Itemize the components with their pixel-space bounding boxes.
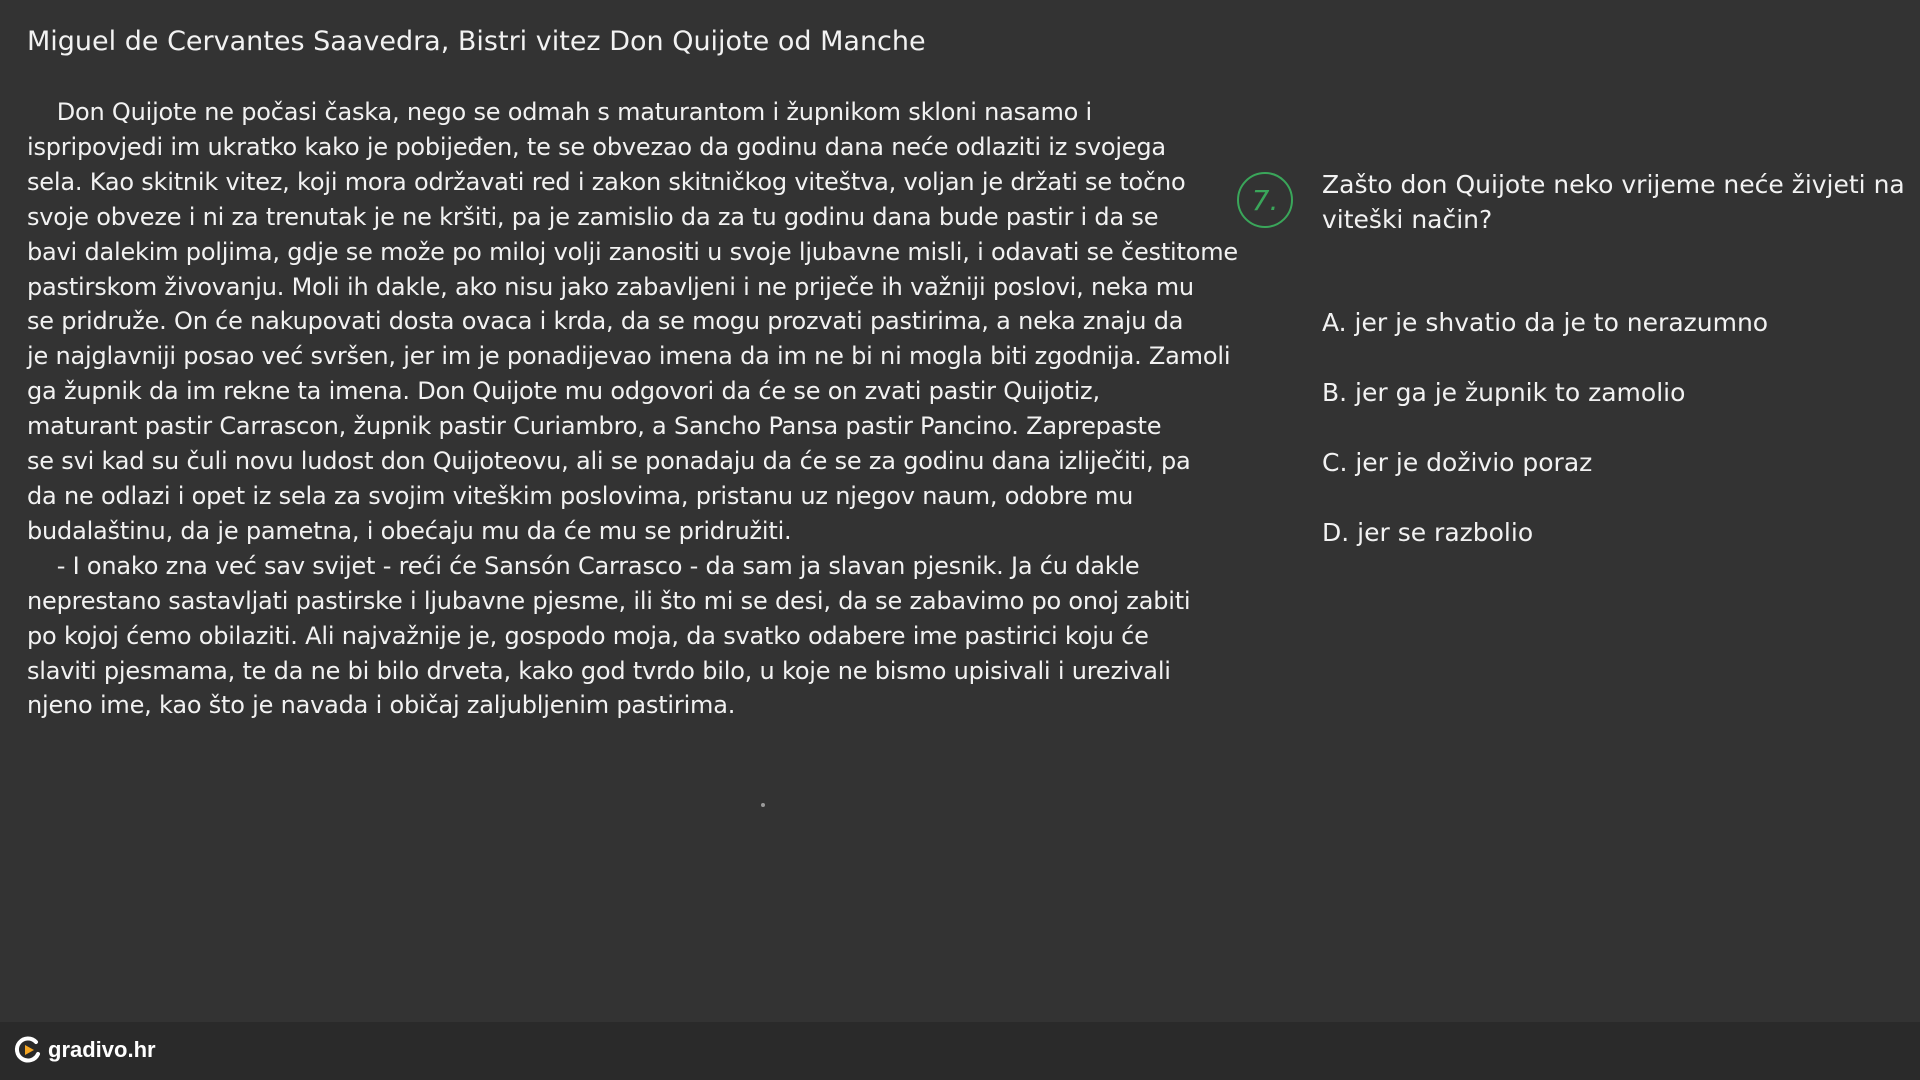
question-text [1322,167,1905,237]
answer-option-c[interactable]: C. jer je doživio poraz [1322,448,1593,477]
question-line: viteški način? [1322,205,1493,234]
passage-line: - I onako zna već sav svijet - reći će Sansón Carrasco - da sam ja slavan pjesnik. Ja ću dakle [27,551,1140,580]
passage-line: se svi kad su čuli novu ludost don Quijoteovu, ali se ponadaju da će se za godinu dana izliječiti, pa [27,447,1191,476]
passage-line: svoje obveze i ni za trenutak je ne kršiti, pa je zamislio da za tu godinu dana bude pastir i da se [27,202,1159,231]
passage-line: da ne odlazi i opet iz sela za svojim viteškim poslovima, pristanu uz njegov naum, odobre mu [27,481,1134,510]
reading-passage [27,95,1238,723]
passage-line: budalaštinu, da je pametna, i obećaju mu da će mu se pridružiti. [27,516,792,545]
passage-line: slaviti pjesmama, te da ne bi bilo drveta, kako god tvrdo bilo, u koje ne bismo upisivali i urezivali [27,656,1171,685]
page-title: Miguel de Cervantes Saavedra, Bistri vitez Don Quijote od Manche [27,26,926,57]
gradivo-logo-icon [14,1036,42,1064]
answer-options [1322,305,1768,585]
answer-option-a[interactable]: A. jer je shvatio da je to nerazumno [1322,308,1769,337]
question-number-badge: 7. [1237,172,1293,228]
question-line: Zašto don Quijote neko vrijeme neće živjeti na [1322,170,1905,199]
passage-line: sela. Kao skitnik vitez, koji mora održavati red i zakon skitničkog viteštva, voljan je držati se točno [27,167,1186,196]
passage-line: neprestano sastavljati pastirske i ljubavne pjesme, ili što mi se desi, da se zabavimo po onoj zabiti [27,586,1191,615]
passage-line: je najglavniji posao već svršen, jer im je ponadijevao imena da im ne bi ni mogla biti zgodnija. Zamoli [27,342,1231,371]
passage-line: pastirskom živovanju. Moli ih dakle, ako nisu jako zabavljeni i ne priječe ih važniji poslovi, neka mu [27,272,1194,301]
answer-option-d[interactable]: D. jer se razbolio [1322,518,1534,547]
passage-line: ispripovjedi im ukratko kako je pobijeđen, te se obvezao da godinu dana neće odlaziti iz svojega [27,132,1166,161]
passage-line: Don Quijote ne počasi časka, nego se odmah s maturantom i župnikom skloni nasamo i [27,98,1093,126]
brand-name: gradivo.hr [48,1037,156,1062]
passage-line: po kojoj ćemo obilaziti. Ali najvažnije je, gospodo moja, da svatko odabere ime pastirici koju će [27,621,1149,650]
brand-logo[interactable] [14,1036,156,1064]
answer-option-b[interactable]: B. jer ga je župnik to zamolio [1322,378,1686,407]
passage-line: bavi dalekim poljima, gdje se može po miloj volji zanositi u svoje ljubavne misli, i odavati se čestitome [27,237,1238,266]
passage-line: ga župnik da im rekne ta imena. Don Quijote mu odgovori da će se on zvati pastir Quijotiz, [27,377,1100,406]
cursor-dot [761,803,765,807]
footer-bar [0,1022,1920,1080]
passage-line: njeno ime, kao što je navada i običaj zaljubljenim pastirima. [27,691,736,720]
passage-line: se pridruže. On će nakupovati dosta ovaca i krda, da se mogu prozvati pastirima, a neka znaju da [27,307,1184,336]
passage-line: maturant pastir Carrascon, župnik pastir Curiambro, a Sancho Pansa pastir Pancino. Zaprepaste [27,412,1162,441]
